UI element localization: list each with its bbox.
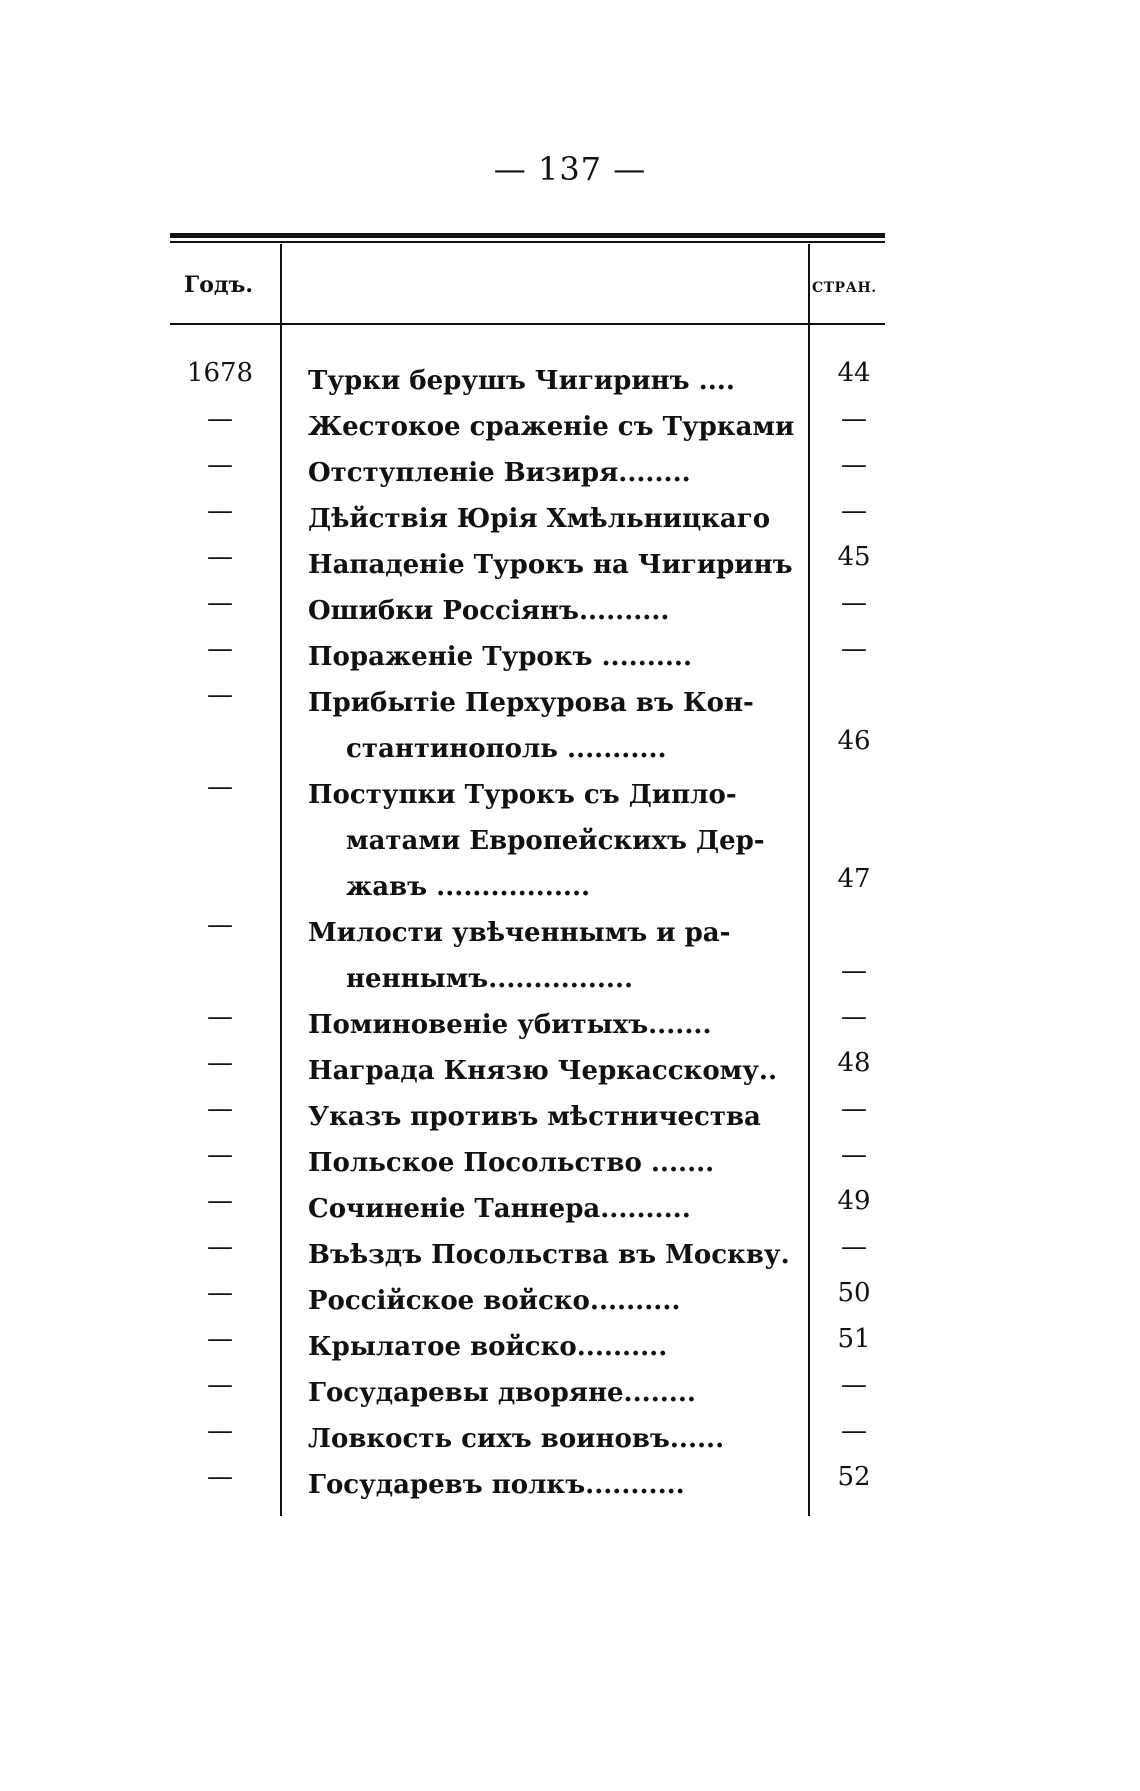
toc-year: —	[207, 910, 233, 940]
toc-row	[170, 1048, 885, 1094]
toc-row	[170, 1002, 885, 1048]
toc-row	[170, 1278, 885, 1324]
toc-year: 1678	[186, 358, 254, 388]
toc-year: —	[207, 1462, 233, 1492]
toc-page: 48	[837, 1048, 871, 1078]
toc-page: 51	[837, 1324, 871, 1354]
toc-title-line: Въѣздъ Посольства въ Москву.	[308, 1240, 790, 1270]
page-column-header: СТРАН.	[812, 280, 877, 296]
toc-title-line: Награда Князю Черкасскому..	[308, 1056, 777, 1086]
toc-title-line: Польское Посольство .......	[308, 1148, 715, 1178]
toc-year: —	[207, 1002, 233, 1032]
toc-title-line: Милости увѣченнымъ и ра-	[308, 918, 731, 948]
toc-year: —	[207, 1186, 233, 1216]
toc-title-line: стантинополь ...........	[346, 734, 667, 764]
toc-year: —	[207, 772, 233, 802]
toc-page: —	[841, 588, 867, 618]
toc-page: 44	[837, 358, 871, 388]
toc-row	[170, 1324, 885, 1370]
toc-title-line: Жестокое сраженіе съ Турками	[308, 412, 795, 442]
toc-year: —	[207, 1048, 233, 1078]
toc-page: 49	[837, 1186, 871, 1216]
toc-row	[170, 1186, 885, 1232]
toc-title-line: жавъ .................	[346, 872, 591, 902]
toc-title-line: Поминовеніе убитыхъ.......	[308, 1010, 712, 1040]
toc-year: —	[207, 680, 233, 710]
toc-year: —	[207, 1370, 233, 1400]
toc-row	[170, 680, 885, 772]
toc-page: —	[841, 956, 867, 986]
toc-title-line: Ошибки Россіянъ..........	[308, 596, 670, 626]
toc-year: —	[207, 542, 233, 572]
toc-page: 50	[837, 1278, 871, 1308]
toc-title-line: Россійское войско..........	[308, 1286, 681, 1316]
toc-page: —	[841, 450, 867, 480]
toc-title-line: Указъ противъ мѣстничества	[308, 1102, 761, 1132]
toc-row	[170, 404, 885, 450]
toc-title-line: Крылатое войско..........	[308, 1332, 668, 1362]
toc-title-line: матами Европейскихъ Дер-	[346, 826, 765, 856]
toc-title-line: Государевъ полкъ...........	[308, 1470, 685, 1500]
toc-row	[170, 1370, 885, 1416]
toc-title-line: неннымъ................	[346, 964, 634, 994]
toc-page: —	[841, 634, 867, 664]
toc-page: —	[841, 1094, 867, 1124]
top-rule-thick	[170, 233, 885, 238]
toc-row	[170, 910, 885, 1002]
toc-row	[170, 542, 885, 588]
toc-title-line: Прибытіе Перхурова въ Кон-	[308, 688, 754, 718]
toc-title-line: Государевы дворяне........	[308, 1378, 696, 1408]
toc-title-line: Отступленіе Визиря........	[308, 458, 691, 488]
toc-page: 46	[837, 726, 871, 756]
toc-title-line: Поступки Турокъ съ Дипло-	[308, 780, 737, 810]
toc-row	[170, 496, 885, 542]
toc-year: —	[207, 1278, 233, 1308]
toc-page: —	[841, 1416, 867, 1446]
toc-row	[170, 772, 885, 910]
toc-year: —	[207, 1324, 233, 1354]
toc-row	[170, 1094, 885, 1140]
toc-page: —	[841, 1370, 867, 1400]
top-rule-thin	[170, 241, 885, 243]
toc-year: —	[207, 404, 233, 434]
toc-title-line: Турки берушъ Чигиринъ ....	[308, 366, 735, 396]
toc-page: —	[841, 1140, 867, 1170]
toc-year: —	[207, 450, 233, 480]
toc-year: —	[207, 1416, 233, 1446]
toc-row	[170, 358, 885, 404]
toc-title-line: Пораженіе Турокъ ..........	[308, 642, 693, 672]
toc-page: 47	[837, 864, 871, 894]
toc-row	[170, 1140, 885, 1186]
toc-year: —	[207, 634, 233, 664]
toc-year: —	[207, 496, 233, 526]
toc-title-line: Ловкость сихъ воиновъ......	[308, 1424, 725, 1454]
toc-page: 45	[837, 542, 871, 572]
page-number: — 137 —	[493, 150, 647, 188]
toc-year: —	[207, 1094, 233, 1124]
toc-year: —	[207, 588, 233, 618]
toc-row	[170, 1232, 885, 1278]
header-rule	[170, 323, 885, 325]
toc-title-line: Дѣйствія Юрія Хмѣльницкаго	[308, 504, 771, 534]
toc-year: —	[207, 1140, 233, 1170]
toc-page: —	[841, 1232, 867, 1262]
toc-page: 52	[837, 1462, 871, 1492]
toc-page: —	[841, 1002, 867, 1032]
toc-title-line: Нападеніе Турокъ на Чигиринъ	[308, 550, 793, 580]
toc-row	[170, 1462, 885, 1508]
toc-title-line: Сочиненіе Таннера..........	[308, 1194, 691, 1224]
year-column-header: Годъ.	[184, 272, 254, 298]
toc-row	[170, 634, 885, 680]
toc-page: —	[841, 496, 867, 526]
toc-row	[170, 588, 885, 634]
toc-year: —	[207, 1232, 233, 1262]
toc-row	[170, 450, 885, 496]
toc-row	[170, 1416, 885, 1462]
toc-page: —	[841, 404, 867, 434]
